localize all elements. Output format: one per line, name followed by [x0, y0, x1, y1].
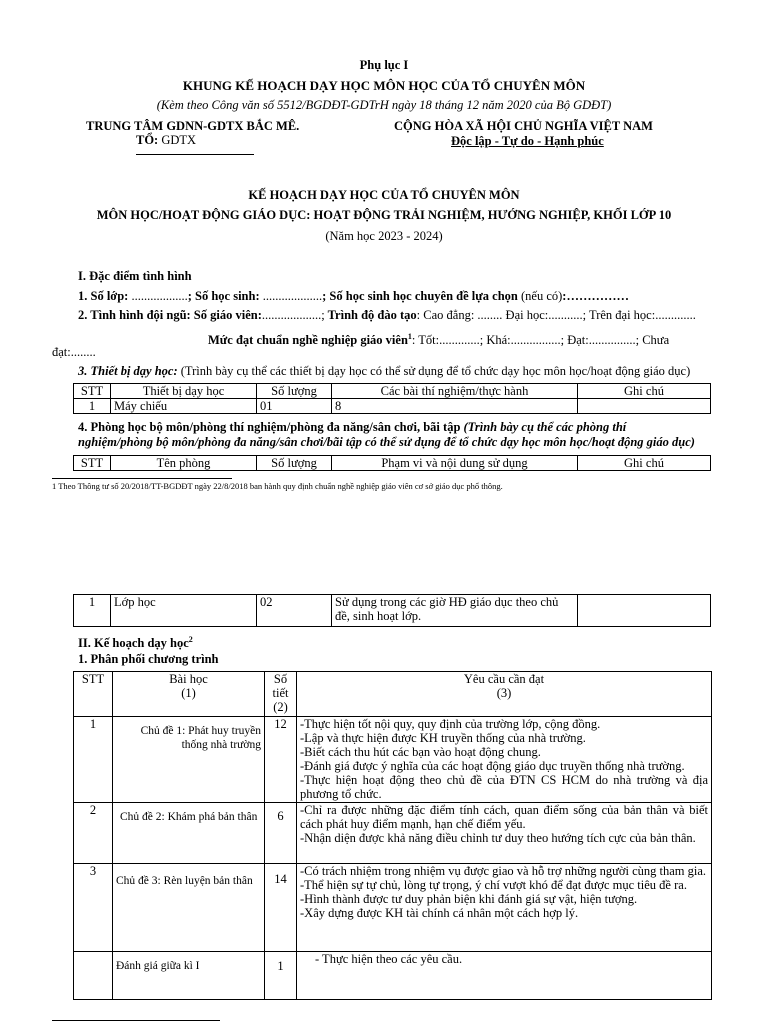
requirement: -Thực hiện tốt nội quy, quy định của trường lớp, cộng đồng. [300, 717, 601, 731]
header-requirements: Yêu cầu cần đạt (3) [297, 672, 712, 717]
table-row [74, 595, 711, 627]
table-row [74, 952, 712, 1000]
table-header-row [74, 384, 711, 399]
section2-heading-text: II. Kế hoạch dạy học [78, 636, 189, 651]
header-scope: Phạm vi và nội dung sử dụng [332, 456, 578, 471]
group-value: GDTX [158, 133, 197, 147]
cell-quantity: 01 [257, 399, 332, 414]
item3-desc: (Trình bày cụ thể các thiết bị dạy học có thể sử dụng để tổ chức dạy học môn học/hoạt động giáo dục) [177, 364, 691, 378]
row1-stt: 1 [74, 717, 113, 803]
item2-dots: ...................; [261, 308, 325, 322]
plan-subject: MÔN HỌC/HOẠT ĐỘNG GIÁO DỤC: HOẠT ĐỘNG TRẢI NGHIỆM, HƯỚNG NGHIỆP, KHỐI LỚP 10 [96, 208, 672, 222]
item3-label: 3. Thiết bị dạy học: [78, 364, 178, 378]
row2-lesson: Chủ đề 2: Khám phá bản thân [113, 803, 265, 864]
header-lesson: Bài học (1) [113, 672, 265, 717]
table-row [74, 717, 712, 803]
cell-scope: Sử dụng trong các giờ HĐ giáo dục theo chủ đề, sinh hoạt lớp. [332, 595, 578, 627]
row3-lesson: Chủ đề 3: Rèn luyện bản thân [113, 864, 265, 952]
footnote-1: 1 Theo Thông tư số 20/2018/TT-BGDĐT ngày 22/8/2018 ban hành quy định chuẩn nghề nghiệp giáo viên cơ sở giáo dục phổ thông. [52, 481, 503, 491]
table-row [74, 864, 712, 952]
framework-title: KHUNG KẾ HOẠCH DẠY HỌC MÔN HỌC CỦA TỔ CHUYÊN MÔN [182, 78, 586, 93]
row4-stt [74, 952, 113, 1000]
row2-periods: 6 [265, 803, 297, 864]
group-line [136, 133, 196, 148]
row4-periods: 1 [265, 952, 297, 1000]
item2-rest: : Cao đẳng: ........ Đại học:...........; Trên đại học:............. [416, 308, 696, 322]
footnote-ref-2: 2 [188, 635, 193, 644]
header-device: Thiết bị dạy học [111, 384, 257, 399]
requirement: -Biết cách thu hút các bạn vào hoạt động chung. [300, 745, 541, 759]
item1-classes-label: 1. Số lớp: [78, 289, 129, 303]
item2b-label: Mức đạt chuẩn nghề nghiệp giáo viên [208, 333, 408, 348]
header-room: Tên phòng [111, 456, 257, 471]
section2-heading [78, 632, 193, 651]
item3-line [78, 364, 690, 379]
rooms-table-body [73, 594, 711, 627]
requirement: -Xây dựng được KH tài chính cá nhân một cách hợp lý. [300, 906, 579, 920]
group-label: TỔ: [136, 133, 159, 147]
item2-training-label: Trình độ đào tạo [324, 308, 417, 322]
cell-stt: 1 [74, 595, 111, 627]
header-stt: STT [74, 672, 113, 717]
row1-requirements [297, 717, 712, 803]
item2b-line [208, 329, 669, 348]
cell-notes [578, 595, 711, 627]
table-row [74, 399, 711, 414]
cell-device: Máy chiếu [111, 399, 257, 414]
cell-quantity: 02 [257, 595, 332, 627]
distribution-heading: 1. Phân phối chương trình [78, 652, 219, 666]
header-quantity: Số lượng [257, 384, 332, 399]
section1-heading: I. Đặc điểm tình hình [78, 269, 192, 283]
item4-desc2: nghiệm/phòng bộ môn/phòng đa năng/sân chơi/bãi tập có thể sử dụng để tổ chức dạy học môn học/hoạt động giáo dục) [78, 435, 695, 449]
header-stt: STT [74, 456, 111, 471]
plan-title: KẾ HOẠCH DẠY HỌC CỦA TỔ CHUYÊN MÔN [248, 188, 520, 202]
rooms-table-header [73, 455, 711, 471]
requirement: -Đánh giá được ý nghĩa của các hoạt động giáo dục truyền thống nhà trường. [300, 759, 685, 773]
org-left: TRUNG TÂM GDNN-GDTX BẮC MÊ. [86, 119, 300, 133]
item1-line [78, 289, 629, 304]
header-notes: Ghi chú [578, 456, 711, 471]
org-underline [136, 154, 254, 155]
requirement: -Chỉ ra được những đặc điểm tính cách, quan điểm sống của bản thân và biết cách phát huy điểm mạnh, hạn chế điểm yếu. [300, 803, 708, 831]
header-stt: STT [74, 384, 111, 399]
table-header-row [74, 456, 711, 471]
item4-label: 4. Phòng học bộ môn/phòng thí nghiệm/phòng đa năng/sân chơi, bãi tập [78, 420, 461, 434]
row3-stt: 3 [74, 864, 113, 952]
item2-label: 2. Tình hình đội ngũ: Số giáo viên: [78, 308, 262, 322]
item2b-rest: : Tốt:.............; Khá:................; Đạt:...............; Chưa [411, 333, 670, 348]
item2b-wrap: đạt:........ [52, 345, 96, 359]
item4-desc1: (Trình bày cụ thể các phòng thí [460, 420, 627, 434]
requirement: -Lập và thực hiện được KH truyền thống của nhà trường. [300, 731, 586, 745]
footnote-rule-2 [52, 1020, 220, 1021]
table-row [74, 803, 712, 864]
requirement: -Hình thành được tư duy phản biện khi đánh giá sự vật, hiện tượng. [300, 892, 638, 906]
header-experiments: Các bài thí nghiệm/thực hành [332, 384, 578, 399]
row4-requirements [297, 952, 712, 1000]
requirement: -Nhận diện được khả năng điều chỉnh tư duy theo hướng tích cực của bản thân. [300, 831, 696, 845]
cell-notes [578, 399, 711, 414]
org-right: CỘNG HÒA XÃ HỘI CHỦ NGHĨA VIỆT NAM [394, 119, 653, 133]
requirement: -Có trách nhiệm trong nhiệm vụ được giao và hỗ trợ những người cùng tham gia. [300, 864, 707, 878]
header-quantity: Số lượng [257, 456, 332, 471]
item1-dots2: ................... [259, 289, 323, 303]
row3-requirements [297, 864, 712, 952]
header-notes: Ghi chú [578, 384, 711, 399]
equipment-table [73, 383, 711, 414]
footnote-ref-1: 1 [407, 332, 412, 341]
row2-stt: 2 [74, 803, 113, 864]
framework-subtitle: (Kèm theo Công văn số 5512/BGDĐT-GDTrH ngày 18 tháng 12 năm 2020 của Bộ GDĐT) [156, 98, 612, 112]
item2-line [78, 308, 696, 323]
table-header-row [74, 672, 712, 717]
motto: Độc lập - Tự do - Hạnh phúc [451, 134, 604, 148]
row1-periods: 12 [265, 717, 297, 803]
plan-year: (Năm học 2023 - 2024) [325, 229, 443, 243]
footnote-rule [52, 478, 232, 479]
cell-room: Lớp học [111, 595, 257, 627]
row2-requirements [297, 803, 712, 864]
cell-experiments: 8 [332, 399, 578, 414]
requirement: -Thể hiện sự tự chủ, lòng tự trọng, ý chí vượt khó để đạt được mục tiêu đề ra. [300, 878, 687, 892]
item1-note: (nếu có) [517, 289, 563, 303]
item1-students-label: ; Số học sinh: [187, 289, 260, 303]
item1-special-label: ; Số học sinh học chuyên đề lựa chọn [322, 289, 518, 303]
cell-stt: 1 [74, 399, 111, 414]
row4-lesson: Đánh giá giữa kì I [113, 952, 265, 1000]
requirement: -Thực hiện hoạt động theo chủ đề của ĐTN CS HCM do nhà trường và địa phương tổ chức. [300, 773, 708, 801]
row1-lesson: Chủ đề 1: Phát huy truyền thống nhà trường [113, 717, 265, 803]
item1-dots1: .................. [128, 289, 188, 303]
item4-block [78, 420, 716, 435]
appendix-label: Phụ lục I [359, 58, 409, 72]
requirement: - Thực hiện theo các yêu cầu. [315, 952, 463, 966]
header-periods: Số tiết (2) [265, 672, 297, 717]
program-table [73, 671, 712, 1000]
item1-tail: :…………… [562, 289, 629, 303]
row3-periods: 14 [265, 864, 297, 952]
